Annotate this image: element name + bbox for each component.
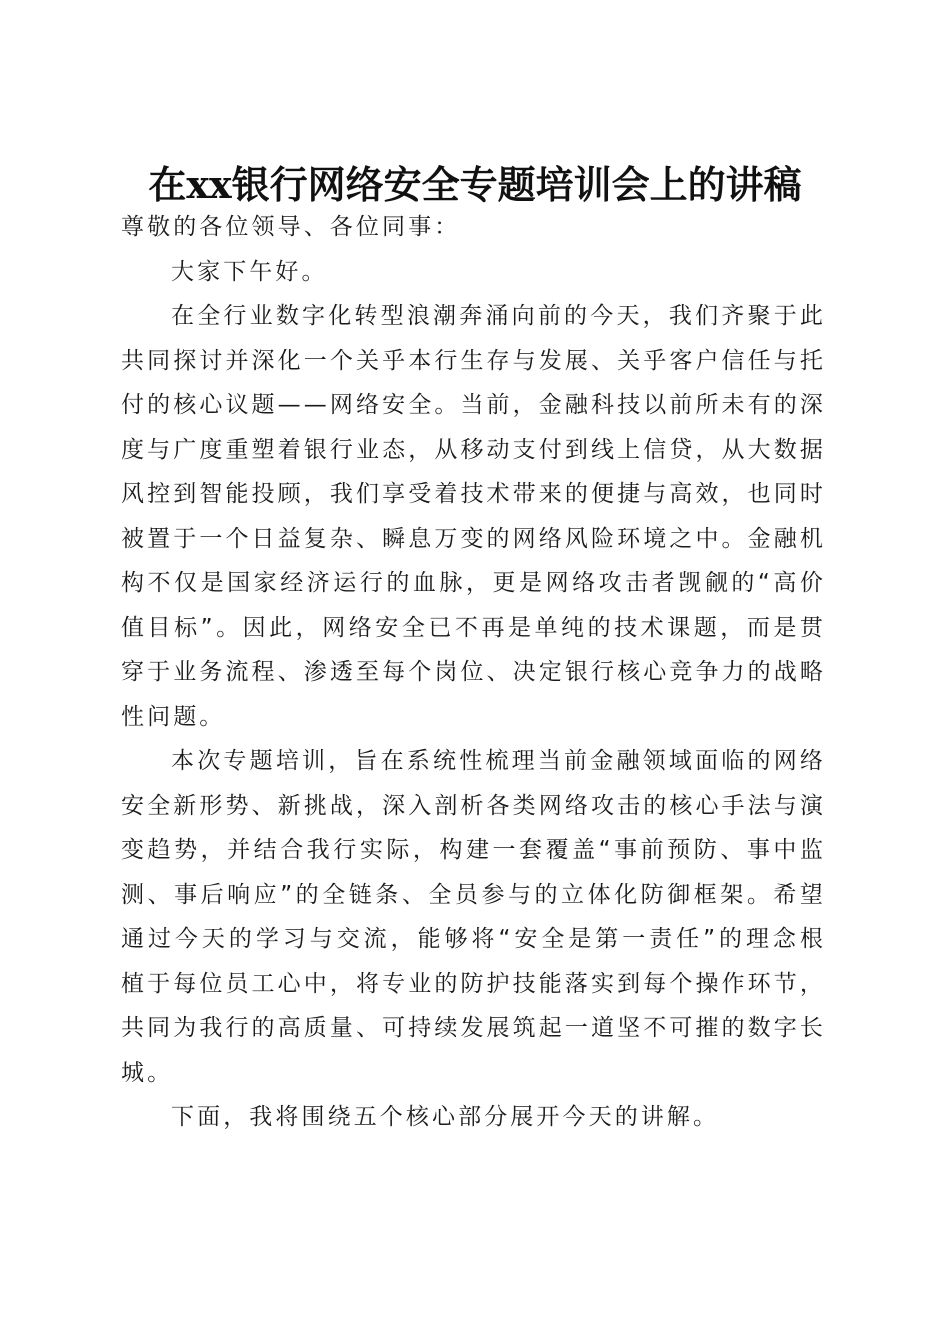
salutation: 尊敬的各位领导、各位同事： [121, 214, 461, 240]
paragraph-training-purpose: 本次专题培训，旨在系统性梳理当前金融领域面临的网络安全新形势、新挑战，深入剖析各类网络攻击的核心手法与演变趋势，并结合我行实际，构建一套覆盖“事前预防、事中监测、事后响应”的全链条、全员参与的立体化防御框架。希望通过今天的学习与交流，能够将“安全是第一责任”的理念根植于每位员工心中，将专业的防护技能落实到每个操作环节，共同为我行的高质量、可持续发展筑起一道坚不可摧的数字长城。 [121, 748, 826, 1086]
document-title: 在xx银行网络安全专题培训会上的讲稿 [148, 162, 802, 208]
paragraph-outline: 下面，我将围绕五个核心部分展开今天的讲解。 [171, 1104, 720, 1130]
paragraph-intro: 在全行业数字化转型浪潮奔涌向前的今天，我们齐聚于此共同探讨并深化一个关乎本行生存与发展、关乎客户信任与托付的核心议题——网络安全。当前，金融科技以前所未有的深度与广度重塑着银行业态，从移动支付到线上信贷，从大数据风控到智能投顾，我们享受着技术带来的便捷与高效，也同时被置于一个日益复杂、瞬息万变的网络风险环境之中。金融机构不仅是国家经济运行的血脉，更是网络攻击者觊觎的“高价值目标”。因此，网络安全已不再是单纯的技术课题，而是贯穿于业务流程、渗透至每个岗位、决定银行核心竞争力的战略性问题。 [121, 303, 826, 730]
paragraph-greeting: 大家下午好。 [171, 258, 328, 285]
document-body [121, 205, 826, 1140]
